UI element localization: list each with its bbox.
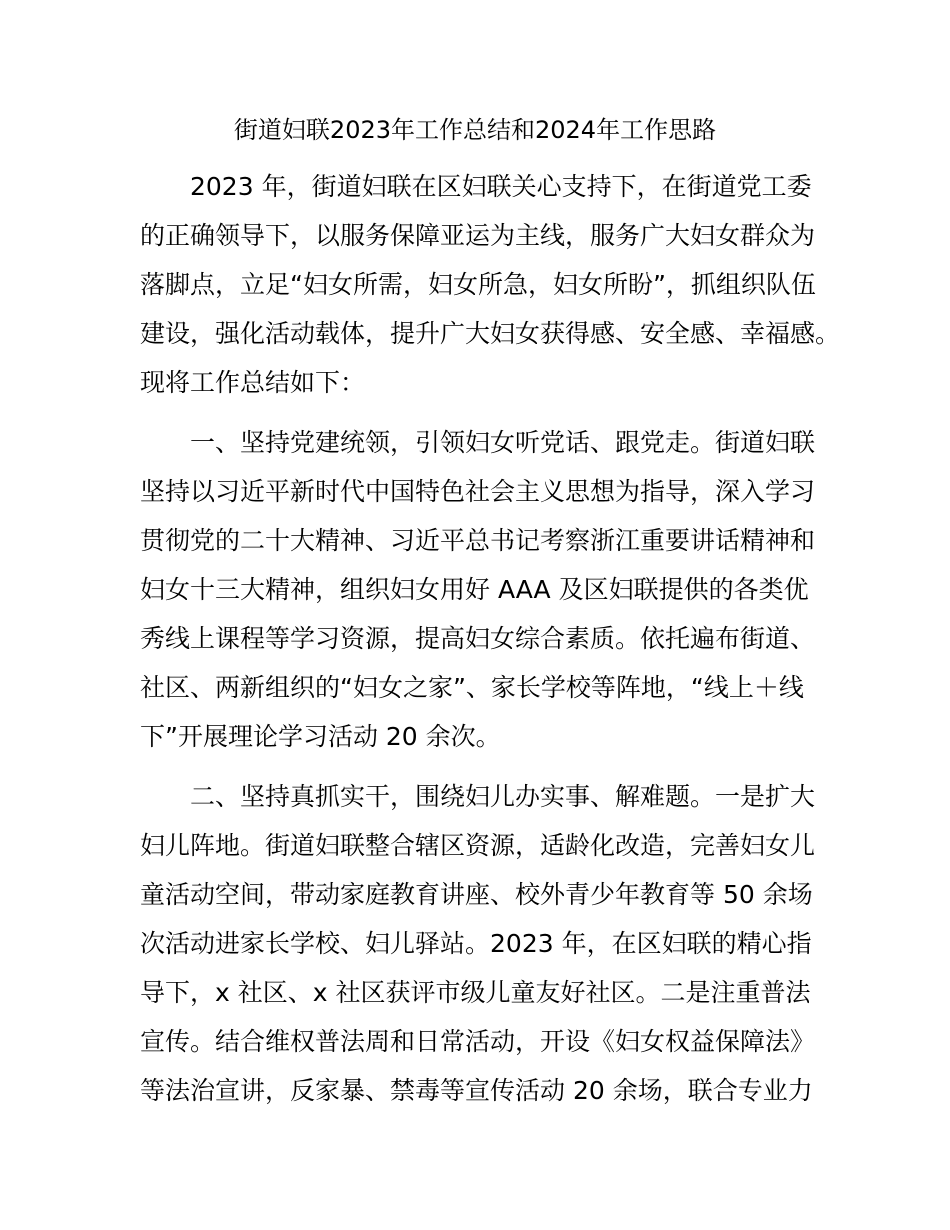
paragraph-2-line-2: 坚持以习近平新时代中国特色社会主义思想为指导，深入学习 — [140, 477, 816, 506]
paragraph-2-line-5: 秀线上课程等学习资源，提高妇女综合素质。依托遍布街道、 — [140, 624, 816, 653]
paragraph-2-line-4: 妇女十三大精神，组织妇女用好 AAA 及区妇联提供的各类优 — [140, 575, 809, 604]
paragraph-1-line-1: 2023 年，街道妇联在区妇联关心支持下，在街道党工委 — [190, 172, 812, 201]
paragraph-1-line-3: 落脚点，立足“妇女所需，妇女所急，妇女所盼”，抓组织队伍 — [140, 270, 816, 299]
paragraph-3-line-2: 妇儿阵地。街道妇联整合辖区资源，适龄化改造，完善妇女儿 — [140, 831, 816, 860]
paragraph-3-line-4: 次活动进家长学校、妇儿驿站。2023 年，在区妇联的精心指 — [140, 929, 812, 958]
paragraph-3-line-1: 二、坚持真抓实干，围绕妇儿办实事、解难题。一是扩大 — [190, 782, 816, 811]
paragraph-1-line-4: 建设，强化活动载体，提升广大妇女获得感、安全感、幸福感。 — [140, 319, 841, 348]
paragraph-1-line-2: 的正确领导下，以服务保障亚运为主线，服务广大妇女群众为 — [140, 221, 816, 250]
paragraph-2-line-3: 贯彻党的二十大精神、习近平总书记考察浙江重要讲话精神和 — [140, 526, 816, 555]
paragraph-2-line-7: 下”开展理论学习活动 20 余次。 — [140, 722, 501, 751]
paragraph-3-line-3: 童活动空间，带动家庭教育讲座、校外青少年教育等 50 余场 — [140, 880, 813, 909]
document-title: 街道妇联2023年工作总结和2024年工作思路 — [233, 116, 717, 144]
paragraph-1-line-5: 现将工作总结如下： — [140, 368, 366, 397]
paragraph-2-line-1: 一、坚持党建统领，引领妇女听党话、跟党走。街道妇联 — [190, 428, 816, 457]
paragraph-3-line-5: 导下，x 社区、x 社区获评市级儿童友好社区。二是注重普法 — [140, 978, 811, 1007]
paragraph-3-line-7: 等法治宣讲，反家暴、禁毒等宣传活动 20 余场，联合专业力 — [140, 1076, 813, 1105]
paragraph-2-line-6: 社区、两新组织的“妇女之家”、家长学校等阵地，“线上＋线 — [140, 673, 804, 702]
paragraph-3-line-6: 宣传。结合维权普法周和日常活动，开设《妇女权益保障法》 — [140, 1027, 816, 1056]
